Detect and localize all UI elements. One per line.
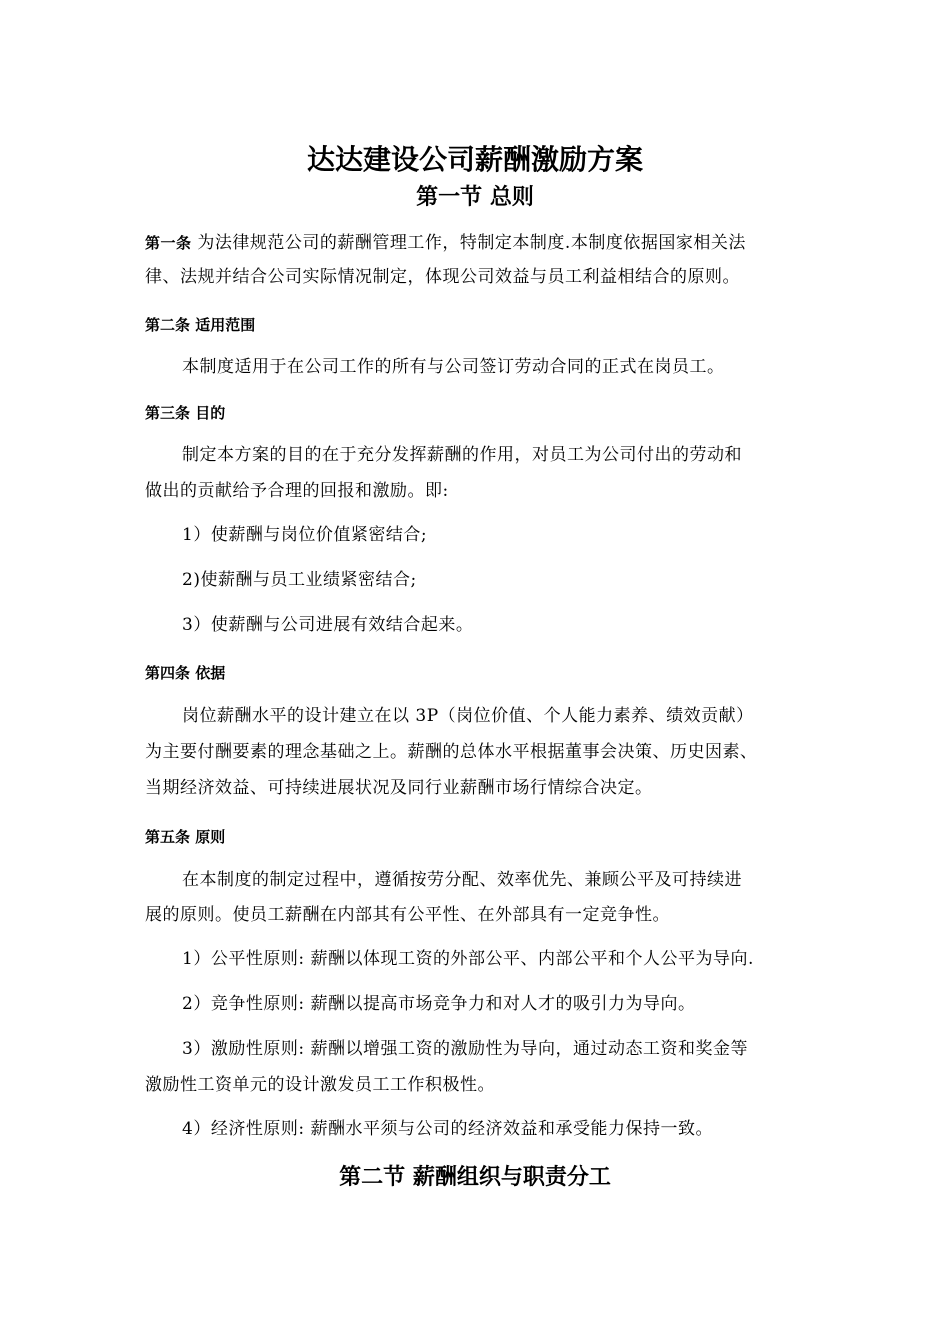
document-title: 达达建设公司薪酬激励方案	[306, 143, 643, 176]
article-2-heading: 第二条 适用范围	[145, 316, 256, 334]
section-2-title: 第二节 薪酬组织与职责分工	[339, 1165, 611, 1190]
article-5-item-4: 4）经济性原则: 薪酬水平须与公司的经济效益和承受能力保持一致。	[182, 1119, 713, 1139]
article-4-line-2: 为主要付酬要素的理念基础之上。薪酬的总体水平根据董事会决策、历史因素、	[145, 742, 758, 762]
article-5-line-1: 在本制度的制定过程中，遵循按劳分配、效率优先、兼顾公平及可持续进	[182, 870, 742, 890]
article-1-line-2: 律、法规并结合公司实际情况制定，体现公司效益与员工利益相结合的原则。	[145, 267, 740, 287]
article-5-item-3-line-2: 激励性工资单元的设计激发员工工作积极性。	[145, 1075, 495, 1095]
article-5-item-2: 2）竞争性原则: 薪酬以提高市场竞争力和对人才的吸引力为导向。	[182, 994, 696, 1014]
article-3-heading: 第三条 目的	[145, 404, 226, 422]
article-3-line-2: 做出的贡献给予合理的回报和激励。即:	[145, 481, 449, 501]
article-3-line-1: 制定本方案的目的在于充分发挥薪酬的作用，对员工为公司付出的劳动和	[182, 445, 742, 465]
article-3-item-3: 3）使薪酬与公司进展有效结合起来。	[182, 615, 474, 635]
article-1-line-1	[145, 231, 746, 255]
article-3-item-2: 2)使薪酬与员工业绩紧密结合;	[182, 570, 417, 590]
article-2-line-1: 本制度适用于在公司工作的所有与公司签订劳动合同的正式在岗员工。	[182, 357, 725, 377]
article-1-text-1: 为法律规范公司的薪酬管理工作，特制定本制度.本制度依据国家相关法	[191, 233, 746, 253]
article-5-item-1: 1）公平性原则: 薪酬以体现工资的外部公平、内部公平和个人公平为导向.	[182, 949, 754, 969]
article-5-line-2: 展的原则。使员工薪酬在内部其有公平性、在外部具有一定竞争性。	[145, 905, 670, 925]
section-1-title: 第一节 总则	[416, 185, 534, 210]
article-4-line-3: 当期经济效益、可持续进展状况及同行业薪酬市场行情综合决定。	[145, 778, 653, 798]
article-4-line-1: 岗位薪酬水平的设计建立在以 3P（岗位价值、个人能力素养、绩效贡献）	[182, 706, 754, 726]
article-1-heading: 第一条	[145, 234, 192, 252]
article-3-item-1: 1）使薪酬与岗位价值紧密结合;	[182, 525, 428, 545]
article-5-item-3-line-1: 3）激励性原则: 薪酬以增强工资的激励性为导向，通过动态工资和奖金等	[182, 1039, 748, 1059]
article-5-heading: 第五条 原则	[145, 828, 226, 846]
article-4-heading: 第四条 依据	[145, 664, 226, 682]
